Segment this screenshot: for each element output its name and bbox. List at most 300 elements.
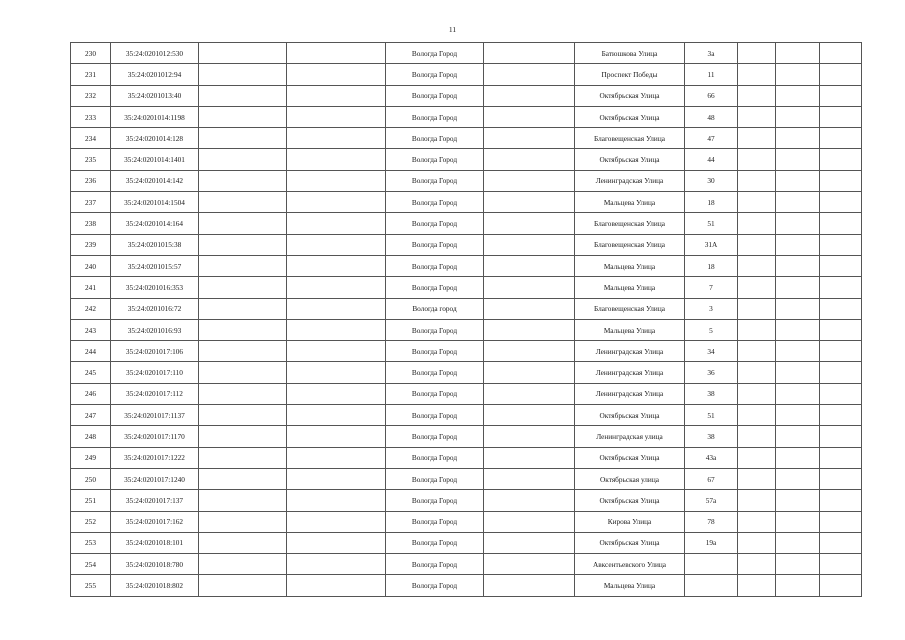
cell-empty-col-4 xyxy=(287,490,386,511)
cell-empty-col-11 xyxy=(820,426,862,447)
cell-cadastral-number: 35:24:0201014:1198 xyxy=(111,106,199,127)
cell-empty-col-9 xyxy=(738,277,776,298)
cell-cadastral-number: 35:24:0201014:128 xyxy=(111,128,199,149)
cell-empty-col-9 xyxy=(738,213,776,234)
cell-house-number: 11 xyxy=(685,64,738,85)
cell-empty-col-6 xyxy=(484,319,575,340)
cell-empty-col-10 xyxy=(776,426,820,447)
cell-row-number: 237 xyxy=(71,192,111,213)
cell-empty-col-11 xyxy=(820,85,862,106)
cell-row-number: 243 xyxy=(71,319,111,340)
cell-street: Батюшкова Улица xyxy=(575,43,685,64)
table-row xyxy=(71,277,862,298)
cell-empty-col-11 xyxy=(820,170,862,191)
table-row xyxy=(71,532,862,553)
cell-row-number: 255 xyxy=(71,575,111,596)
cell-empty-col-11 xyxy=(820,383,862,404)
cell-settlement: Вологда Город xyxy=(386,554,484,575)
cell-empty-col-11 xyxy=(820,554,862,575)
cell-street: Октябрьская Улица xyxy=(575,532,685,553)
cell-street: Благовещенская Улица xyxy=(575,298,685,319)
cell-empty-col-9 xyxy=(738,383,776,404)
cell-empty-col-3 xyxy=(199,383,287,404)
cell-empty-col-3 xyxy=(199,43,287,64)
cell-empty-col-6 xyxy=(484,85,575,106)
cell-house-number: 7 xyxy=(685,277,738,298)
cell-cadastral-number: 35:24:0201014:1401 xyxy=(111,149,199,170)
cell-street: Октябрьская Улица xyxy=(575,447,685,468)
cell-settlement: Вологда Город xyxy=(386,319,484,340)
cell-street: Кирова Улица xyxy=(575,511,685,532)
cell-row-number: 247 xyxy=(71,405,111,426)
cell-empty-col-6 xyxy=(484,511,575,532)
cell-empty-col-11 xyxy=(820,447,862,468)
cell-empty-col-3 xyxy=(199,149,287,170)
cell-empty-col-11 xyxy=(820,490,862,511)
cell-settlement: Вологда Город xyxy=(386,426,484,447)
cell-row-number: 253 xyxy=(71,532,111,553)
cell-empty-col-6 xyxy=(484,106,575,127)
table-row xyxy=(71,128,862,149)
cell-empty-col-10 xyxy=(776,383,820,404)
cell-empty-col-11 xyxy=(820,43,862,64)
cell-empty-col-10 xyxy=(776,511,820,532)
cell-row-number: 241 xyxy=(71,277,111,298)
cell-empty-col-11 xyxy=(820,255,862,276)
cell-empty-col-3 xyxy=(199,170,287,191)
cell-empty-col-4 xyxy=(287,213,386,234)
cell-empty-col-10 xyxy=(776,277,820,298)
cell-cadastral-number: 35:24:0201016:93 xyxy=(111,319,199,340)
cell-empty-col-10 xyxy=(776,468,820,489)
cell-empty-col-11 xyxy=(820,575,862,596)
cell-row-number: 234 xyxy=(71,128,111,149)
cell-settlement: Вологда Город xyxy=(386,170,484,191)
cell-empty-col-10 xyxy=(776,213,820,234)
table-row xyxy=(71,64,862,85)
cell-empty-col-4 xyxy=(287,447,386,468)
cell-empty-col-4 xyxy=(287,405,386,426)
cell-row-number: 239 xyxy=(71,234,111,255)
cell-street: Октябрьская Улица xyxy=(575,85,685,106)
cell-house-number: 47 xyxy=(685,128,738,149)
cell-empty-col-3 xyxy=(199,64,287,85)
cell-cadastral-number: 35:24:0201017:1222 xyxy=(111,447,199,468)
cell-house-number: 48 xyxy=(685,106,738,127)
cell-house-number: 38 xyxy=(685,426,738,447)
cell-settlement: Вологда Город xyxy=(386,490,484,511)
cell-empty-col-4 xyxy=(287,277,386,298)
cell-empty-col-3 xyxy=(199,532,287,553)
cell-empty-col-6 xyxy=(484,298,575,319)
cell-empty-col-11 xyxy=(820,149,862,170)
cell-empty-col-6 xyxy=(484,149,575,170)
cell-empty-col-6 xyxy=(484,383,575,404)
cell-empty-col-9 xyxy=(738,490,776,511)
cell-row-number: 248 xyxy=(71,426,111,447)
cell-house-number: 44 xyxy=(685,149,738,170)
cell-row-number: 231 xyxy=(71,64,111,85)
cell-empty-col-11 xyxy=(820,64,862,85)
cell-cadastral-number: 35:24:0201017:112 xyxy=(111,383,199,404)
cell-empty-col-11 xyxy=(820,106,862,127)
table-row xyxy=(71,298,862,319)
cell-settlement: Вологда Город xyxy=(386,64,484,85)
cell-empty-col-10 xyxy=(776,575,820,596)
cell-empty-col-11 xyxy=(820,405,862,426)
cell-empty-col-6 xyxy=(484,64,575,85)
cell-empty-col-10 xyxy=(776,319,820,340)
cell-house-number: 36 xyxy=(685,362,738,383)
cell-settlement: Вологда Город xyxy=(386,511,484,532)
cell-empty-col-4 xyxy=(287,234,386,255)
cell-empty-col-9 xyxy=(738,319,776,340)
cell-empty-col-3 xyxy=(199,341,287,362)
cell-cadastral-number: 35:24:0201018:780 xyxy=(111,554,199,575)
cell-row-number: 250 xyxy=(71,468,111,489)
cell-settlement: Вологда Город xyxy=(386,43,484,64)
cell-street: Авксентьевского Улица xyxy=(575,554,685,575)
cell-empty-col-9 xyxy=(738,106,776,127)
cell-street: Благовещенская Улица xyxy=(575,213,685,234)
cell-street: Проспект Победы xyxy=(575,64,685,85)
registry-table xyxy=(70,42,862,597)
cell-empty-col-11 xyxy=(820,128,862,149)
table-row xyxy=(71,447,862,468)
cell-cadastral-number: 35:24:0201017:110 xyxy=(111,362,199,383)
table-body xyxy=(71,43,862,597)
cell-settlement: Вологда Город xyxy=(386,149,484,170)
cell-empty-col-10 xyxy=(776,170,820,191)
cell-settlement: Вологда Город xyxy=(386,383,484,404)
cell-empty-col-9 xyxy=(738,85,776,106)
cell-settlement: Вологда Город xyxy=(386,575,484,596)
cell-street: Благовещенская Улица xyxy=(575,128,685,149)
cell-empty-col-9 xyxy=(738,532,776,553)
cell-empty-col-3 xyxy=(199,426,287,447)
cell-row-number: 252 xyxy=(71,511,111,532)
cell-empty-col-9 xyxy=(738,149,776,170)
cell-row-number: 245 xyxy=(71,362,111,383)
cell-empty-col-4 xyxy=(287,319,386,340)
cell-empty-col-11 xyxy=(820,319,862,340)
cell-row-number: 233 xyxy=(71,106,111,127)
cell-empty-col-10 xyxy=(776,405,820,426)
cell-empty-col-3 xyxy=(199,213,287,234)
cell-empty-col-4 xyxy=(287,575,386,596)
cell-street: Ленинградская Улица xyxy=(575,362,685,383)
table-row xyxy=(71,490,862,511)
table-row xyxy=(71,85,862,106)
cell-empty-col-10 xyxy=(776,192,820,213)
table-row xyxy=(71,468,862,489)
cell-street: Мальцева Улица xyxy=(575,575,685,596)
cell-cadastral-number: 35:24:0201015:57 xyxy=(111,255,199,276)
cell-row-number: 236 xyxy=(71,170,111,191)
cell-empty-col-10 xyxy=(776,128,820,149)
cell-cadastral-number: 35:24:0201018:802 xyxy=(111,575,199,596)
cell-cadastral-number: 35:24:0201015:38 xyxy=(111,234,199,255)
cell-house-number: 66 xyxy=(685,85,738,106)
cell-street: Октябрьская Улица xyxy=(575,149,685,170)
cell-cadastral-number: 35:24:0201017:1137 xyxy=(111,405,199,426)
cell-empty-col-10 xyxy=(776,532,820,553)
cell-street: Ленинградская улица xyxy=(575,426,685,447)
cell-empty-col-6 xyxy=(484,341,575,362)
cell-empty-col-4 xyxy=(287,362,386,383)
cell-empty-col-6 xyxy=(484,255,575,276)
cell-cadastral-number: 35:24:0201016:72 xyxy=(111,298,199,319)
cell-empty-col-4 xyxy=(287,511,386,532)
cell-house-number: 30 xyxy=(685,170,738,191)
table-row xyxy=(71,319,862,340)
cell-row-number: 232 xyxy=(71,85,111,106)
cell-empty-col-3 xyxy=(199,255,287,276)
cell-empty-col-9 xyxy=(738,447,776,468)
cell-settlement: Вологда Город xyxy=(386,447,484,468)
cell-empty-col-6 xyxy=(484,468,575,489)
cell-empty-col-3 xyxy=(199,106,287,127)
cell-empty-col-9 xyxy=(738,341,776,362)
cell-empty-col-4 xyxy=(287,341,386,362)
cell-cadastral-number: 35:24:0201016:353 xyxy=(111,277,199,298)
cell-empty-col-10 xyxy=(776,341,820,362)
cell-empty-col-9 xyxy=(738,575,776,596)
table-row xyxy=(71,341,862,362)
cell-house-number: 38 xyxy=(685,383,738,404)
cell-empty-col-6 xyxy=(484,575,575,596)
cell-empty-col-6 xyxy=(484,426,575,447)
cell-empty-col-9 xyxy=(738,64,776,85)
cell-empty-col-4 xyxy=(287,298,386,319)
cell-empty-col-4 xyxy=(287,149,386,170)
cell-settlement: Вологда Город xyxy=(386,341,484,362)
cell-empty-col-9 xyxy=(738,468,776,489)
page-number: 11 xyxy=(448,25,457,34)
cell-empty-col-9 xyxy=(738,234,776,255)
cell-empty-col-4 xyxy=(287,426,386,447)
cell-house-number: 18 xyxy=(685,192,738,213)
cell-cadastral-number: 35:24:0201014:164 xyxy=(111,213,199,234)
cell-settlement: Вологда Город xyxy=(386,532,484,553)
cell-street: Мальцева Улица xyxy=(575,277,685,298)
cell-house-number: 5 xyxy=(685,319,738,340)
cell-empty-col-6 xyxy=(484,490,575,511)
cell-empty-col-9 xyxy=(738,554,776,575)
cell-cadastral-number: 35:24:0201013:40 xyxy=(111,85,199,106)
cell-house-number: 57а xyxy=(685,490,738,511)
cell-empty-col-3 xyxy=(199,447,287,468)
table-row xyxy=(71,362,862,383)
table-row xyxy=(71,170,862,191)
cell-empty-col-6 xyxy=(484,362,575,383)
cell-empty-col-3 xyxy=(199,405,287,426)
cell-empty-col-6 xyxy=(484,277,575,298)
cell-street: Ленинградская Улица xyxy=(575,170,685,191)
cell-empty-col-6 xyxy=(484,532,575,553)
cell-empty-col-10 xyxy=(776,85,820,106)
cell-settlement: Вологда Город xyxy=(386,128,484,149)
cell-empty-col-4 xyxy=(287,43,386,64)
cell-empty-col-3 xyxy=(199,192,287,213)
cell-empty-col-6 xyxy=(484,234,575,255)
cell-cadastral-number: 35:24:0201017:162 xyxy=(111,511,199,532)
cell-cadastral-number: 35:24:0201017:1240 xyxy=(111,468,199,489)
cell-house-number xyxy=(685,575,738,596)
cell-empty-col-4 xyxy=(287,128,386,149)
cell-settlement: Вологда Город xyxy=(386,277,484,298)
cell-empty-col-10 xyxy=(776,490,820,511)
table-row xyxy=(71,511,862,532)
cell-empty-col-3 xyxy=(199,128,287,149)
cell-empty-col-3 xyxy=(199,319,287,340)
cell-cadastral-number: 35:24:0201012:530 xyxy=(111,43,199,64)
cell-empty-col-4 xyxy=(287,554,386,575)
cell-settlement: Вологда Город xyxy=(386,362,484,383)
cell-empty-col-4 xyxy=(287,170,386,191)
cell-empty-col-9 xyxy=(738,362,776,383)
cell-empty-col-10 xyxy=(776,64,820,85)
cell-empty-col-10 xyxy=(776,362,820,383)
cell-empty-col-11 xyxy=(820,234,862,255)
cell-house-number: 51 xyxy=(685,405,738,426)
cell-empty-col-3 xyxy=(199,277,287,298)
cell-house-number: 18 xyxy=(685,255,738,276)
cell-empty-col-4 xyxy=(287,192,386,213)
cell-street: Мальцева Улица xyxy=(575,192,685,213)
cell-row-number: 254 xyxy=(71,554,111,575)
cell-empty-col-9 xyxy=(738,170,776,191)
cell-empty-col-9 xyxy=(738,298,776,319)
cell-empty-col-11 xyxy=(820,192,862,213)
cell-empty-col-3 xyxy=(199,85,287,106)
cell-row-number: 230 xyxy=(71,43,111,64)
cell-empty-col-9 xyxy=(738,511,776,532)
cell-row-number: 235 xyxy=(71,149,111,170)
cell-cadastral-number: 35:24:0201017:106 xyxy=(111,341,199,362)
cell-settlement: Вологда Город xyxy=(386,85,484,106)
table-row xyxy=(71,43,862,64)
table-row xyxy=(71,575,862,596)
cell-settlement: Вологда город xyxy=(386,298,484,319)
cell-empty-col-11 xyxy=(820,532,862,553)
cell-row-number: 249 xyxy=(71,447,111,468)
cell-empty-col-4 xyxy=(287,255,386,276)
cell-empty-col-9 xyxy=(738,255,776,276)
table-row xyxy=(71,234,862,255)
cell-empty-col-11 xyxy=(820,511,862,532)
cell-street: Октябрьская Улица xyxy=(575,490,685,511)
cell-settlement: Вологда Город xyxy=(386,213,484,234)
cell-house-number: 3 xyxy=(685,298,738,319)
cell-cadastral-number: 35:24:0201018:101 xyxy=(111,532,199,553)
cell-empty-col-10 xyxy=(776,234,820,255)
cell-house-number: 3а xyxy=(685,43,738,64)
cell-empty-col-6 xyxy=(484,128,575,149)
cell-empty-col-6 xyxy=(484,405,575,426)
cell-house-number: 67 xyxy=(685,468,738,489)
cell-house-number: 34 xyxy=(685,341,738,362)
cell-empty-col-3 xyxy=(199,490,287,511)
cell-empty-col-11 xyxy=(820,277,862,298)
cell-settlement: Вологда Город xyxy=(386,255,484,276)
cell-settlement: Вологда Город xyxy=(386,468,484,489)
cell-street: Октябрьская улица xyxy=(575,468,685,489)
cell-empty-col-4 xyxy=(287,383,386,404)
cell-empty-col-6 xyxy=(484,447,575,468)
cell-empty-col-6 xyxy=(484,170,575,191)
cell-empty-col-4 xyxy=(287,85,386,106)
cell-street: Ленинградская Улица xyxy=(575,341,685,362)
cell-house-number: 78 xyxy=(685,511,738,532)
cell-empty-col-6 xyxy=(484,554,575,575)
cell-empty-col-11 xyxy=(820,341,862,362)
cell-row-number: 240 xyxy=(71,255,111,276)
cell-empty-col-9 xyxy=(738,192,776,213)
cell-empty-col-11 xyxy=(820,213,862,234)
cell-empty-col-4 xyxy=(287,106,386,127)
cell-settlement: Вологда Город xyxy=(386,234,484,255)
cell-empty-col-6 xyxy=(484,192,575,213)
cell-cadastral-number: 35:24:0201017:137 xyxy=(111,490,199,511)
cell-empty-col-10 xyxy=(776,149,820,170)
cell-empty-col-3 xyxy=(199,234,287,255)
cell-street: Октябрьская Улица xyxy=(575,106,685,127)
cell-empty-col-6 xyxy=(484,213,575,234)
cell-empty-col-4 xyxy=(287,468,386,489)
cell-empty-col-3 xyxy=(199,575,287,596)
cell-empty-col-6 xyxy=(484,43,575,64)
cell-empty-col-3 xyxy=(199,511,287,532)
table-row xyxy=(71,554,862,575)
table-row xyxy=(71,192,862,213)
cell-street: Мальцева Улица xyxy=(575,255,685,276)
table-row xyxy=(71,405,862,426)
cell-empty-col-4 xyxy=(287,64,386,85)
cell-empty-col-10 xyxy=(776,106,820,127)
cell-row-number: 238 xyxy=(71,213,111,234)
cell-row-number: 242 xyxy=(71,298,111,319)
cell-empty-col-11 xyxy=(820,362,862,383)
cell-empty-col-3 xyxy=(199,468,287,489)
cell-empty-col-3 xyxy=(199,362,287,383)
cell-house-number: 51 xyxy=(685,213,738,234)
cell-settlement: Вологда Город xyxy=(386,405,484,426)
cell-empty-col-3 xyxy=(199,298,287,319)
cell-cadastral-number: 35:24:0201014:1504 xyxy=(111,192,199,213)
table-row xyxy=(71,149,862,170)
cell-settlement: Вологда Город xyxy=(386,192,484,213)
cell-empty-col-11 xyxy=(820,298,862,319)
cell-empty-col-9 xyxy=(738,43,776,64)
table-row xyxy=(71,383,862,404)
cell-street: Октябрьская Улица xyxy=(575,405,685,426)
cell-empty-col-4 xyxy=(287,532,386,553)
cell-street: Мальцева Улица xyxy=(575,319,685,340)
cell-empty-col-10 xyxy=(776,447,820,468)
table-row xyxy=(71,426,862,447)
cell-row-number: 251 xyxy=(71,490,111,511)
cell-house-number xyxy=(685,554,738,575)
cell-house-number: 31А xyxy=(685,234,738,255)
cell-street: Ленинградская Улица xyxy=(575,383,685,404)
cell-empty-col-11 xyxy=(820,468,862,489)
cell-house-number: 43а xyxy=(685,447,738,468)
cell-empty-col-10 xyxy=(776,43,820,64)
cell-row-number: 244 xyxy=(71,341,111,362)
cell-empty-col-3 xyxy=(199,554,287,575)
cell-cadastral-number: 35:24:0201017:1170 xyxy=(111,426,199,447)
